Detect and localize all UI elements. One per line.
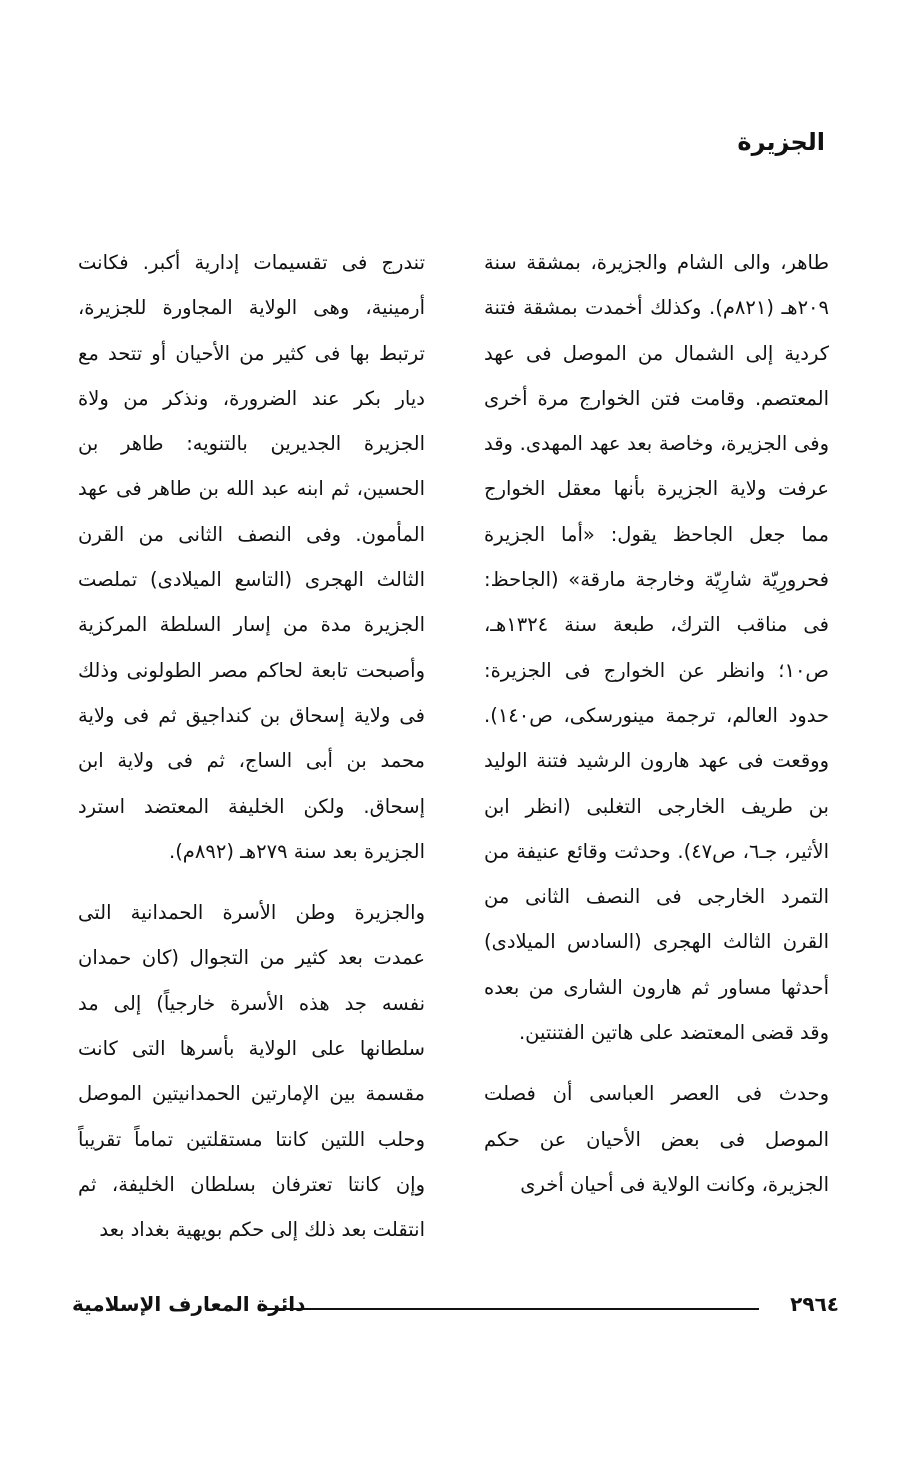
page-number: ٢٩٦٤	[790, 1292, 839, 1316]
paragraph: طاهر، والى الشام والجزيرة، بمشقة سنة ٢٠٩هـ (٨٢١م). وكذلك أخمدت بمشقة فتنة كردية إلى الشمال من الموصل فى عهد المعتصم. وقامت فتن الخوارج مرة أخرى وفى الجزيرة، وخاصة بعد عهد المهدى. وقد عرفت ولاية الجزيرة بأنها معقل الخوارج مما جعل الجاحظ يقول: «أما الجزيرة فحرورِيّة شارِيّة وخارجة مارقة» (الجاحظ: فى مناقب الترك، طبعة سنة ١٣٢٤هـ، ص١٠؛ وانظر عن الخوارج فى الجزيرة: حدود العالم، ترجمة مينورسكى، ص١٤٠). ووقعت فى عهد هارون الرشيد فتنة الوليد بن طريف الخارجى التغلبى (انظر ابن الأثير، جـ٦، ص٤٧). وحدثت وقائع عنيفة من التمرد الخارجى فى النصف الثانى من القرن الثالث الهجرى (السادس الميلادى) أحدثها مساور ثم هارون الشارى من بعده وقد قضى المعتضد على هاتين الفتنتين.	[484, 251, 829, 1045]
text-column-left	[78, 240, 425, 1253]
page-footer	[72, 1288, 839, 1328]
text-column-right	[484, 240, 829, 1207]
journal-name: دائرة المعارف الإسلامية	[72, 1292, 306, 1316]
paragraph: والجزيرة وطن الأسرة الحمدانية التى عمدت بعد كثير من التجوال (كان حمدان نفسه جد هذه الأسرة خارجياً) إلى مد سلطانها على الولاية بأسرها التى كانت مقسمة بين الإمارتين الحمدانيتين الموصل وحلب اللتين كانتا مستقلتين تماماً تقريباً وإن كانتا تعترفان بسلطان الخليفة، ثم انتقلت بعد ذلك إلى حكم بويهية بغداد بعد	[78, 901, 425, 1242]
paragraph: تندرج فى تقسيمات إدارية أكبر. فكانت أرمينية، وهى الولاية المجاورة للجزيرة، ترتبط بها فى كثير من الأحيان أو تتحد مع ديار بكر عند الضرورة، ونذكر من ولاة الجزيرة الجديرين بالتنويه: طاهر بن الحسين، ثم ابنه عبد الله بن طاهر فى عهد المأمون. وفى النصف الثانى من القرن الثالث الهجرى (التاسع الميلادى) تملصت الجزيرة مدة من إسار السلطة المركزية وأصبحت تابعة لحاكم مصر الطولونى وذلك فى ولاية إسحاق بن كنداجيق ثم فى ولاية محمد بن أبى الساج، ثم فى ولاية ابن إسحاق. ولكن الخليفة المعتضد استرد الجزيرة بعد سنة ٢٧٩هـ (٨٩٢م).	[78, 251, 425, 863]
paragraph: وحدث فى العصر العباسى أن فصلت الموصل فى بعض الأحيان عن حكم الجزيرة، وكانت الولاية فى أحيان أخرى	[484, 1082, 829, 1196]
page-title: الجزيرة	[737, 128, 825, 156]
footer-divider	[262, 1308, 759, 1310]
